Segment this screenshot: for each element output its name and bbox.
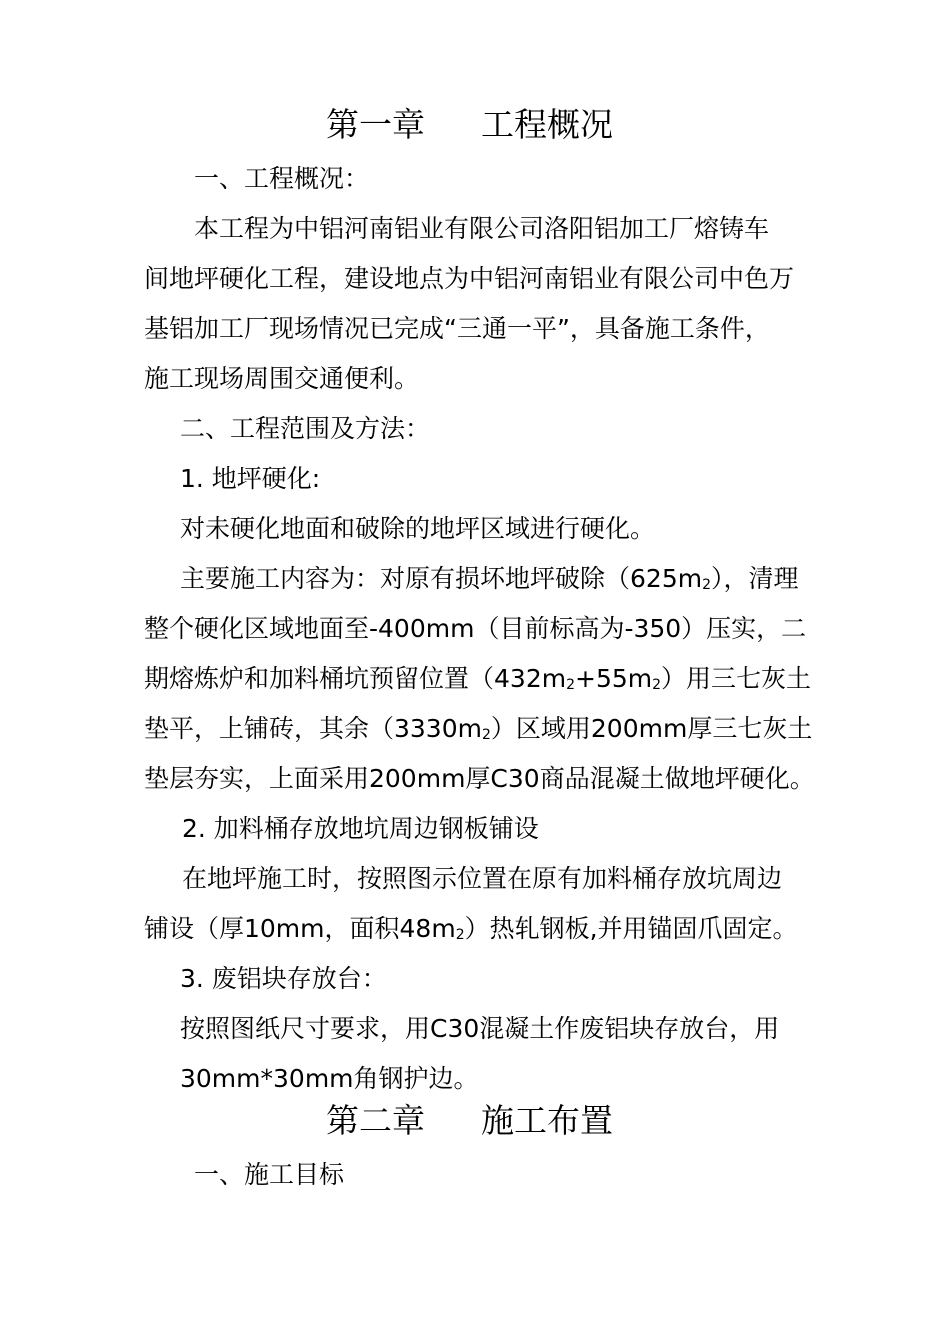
section-1-line-3: 基铝加工厂现场情况已完成“三通一平”，具备施工条件， (144, 314, 770, 343)
section-1-line-4: 施工现场周围交通便利。 (144, 364, 420, 393)
item-1-intro: 对未硬化地面和破除的地坪区域进行硬化。 (180, 514, 656, 543)
item-1-line-1 (180, 563, 799, 601)
chapter-1-name: 工程概况 (481, 105, 613, 144)
item-1-line-1-part-b: ），清理 (711, 564, 799, 593)
item-1-line-3-part-b: +55m (575, 664, 653, 693)
item-1-line-3 (144, 663, 811, 701)
item-1-heading: 1. 地坪硬化: (180, 464, 321, 493)
item-2-line-2 (144, 913, 798, 951)
chapter-1-number: 第一章 (326, 105, 425, 144)
item-2-line-1: 在地坪施工时，按照图示位置在原有加料桶存放坑周边 (182, 864, 783, 893)
item-1-line-2: 整个硬化区域地面至-400mm（目前标高为-350）压实，二 (144, 614, 807, 643)
item-2-heading: 2. 加料桶存放地坑周边钢板铺设 (182, 814, 539, 843)
chapter-2-name: 施工布置 (481, 1101, 613, 1140)
chapter-2-section-1-heading: 一、施工目标 (194, 1160, 345, 1189)
item-2-line-2-part-a: 铺设（厚10mm，面积48m (144, 914, 456, 943)
section-1-line-2: 间地坪硬化工程，建设地点为中铝河南铝业有限公司中色万 (144, 264, 795, 293)
item-1-line-3-part-c: ）用三七灰土 (661, 664, 812, 693)
item-2-line-2-part-b: ）热轧钢板,并用锚固爪固定。 (464, 914, 798, 943)
subscript: 2 (566, 677, 575, 693)
subscript: 2 (652, 677, 662, 693)
section-2-heading: 二、工程范围及方法： (180, 414, 431, 443)
item-3-line-1: 按照图纸尺寸要求，用C30混凝土作废铝块存放台，用 (180, 1014, 780, 1043)
item-1-line-4-part-b: ）区域用200mm厚三七灰土 (490, 714, 813, 743)
chapter-2-title (326, 1101, 613, 1141)
section-1-heading: 一、工程概况： (194, 164, 370, 193)
chapter-2-number: 第二章 (326, 1101, 425, 1140)
item-1-line-4-part-a: 垫平，上铺砖，其余（3330m (144, 714, 482, 743)
subscript: 2 (702, 577, 711, 593)
item-1-line-3-part-a: 期熔炼炉和加料桶坑预留位置（432m (144, 664, 567, 693)
item-3-heading: 3. 废铝块存放台： (180, 964, 387, 993)
chapter-1-title (326, 105, 613, 145)
item-1-line-5: 垫层夯实，上面采用200mm厚C30商品混凝土做地坪硬化。 (144, 764, 815, 793)
subscript: 2 (455, 927, 465, 943)
item-3-line-2: 30mm*30mm角钢护边。 (180, 1064, 479, 1093)
item-1-line-4 (144, 713, 812, 751)
item-1-line-1-part-a: 主要施工内容为：对原有损坏地坪破除（625m (180, 564, 703, 593)
section-1-line-1: 本工程为中铝河南铝业有限公司洛阳铝加工厂熔铸车 (194, 214, 770, 243)
subscript: 2 (481, 727, 491, 743)
